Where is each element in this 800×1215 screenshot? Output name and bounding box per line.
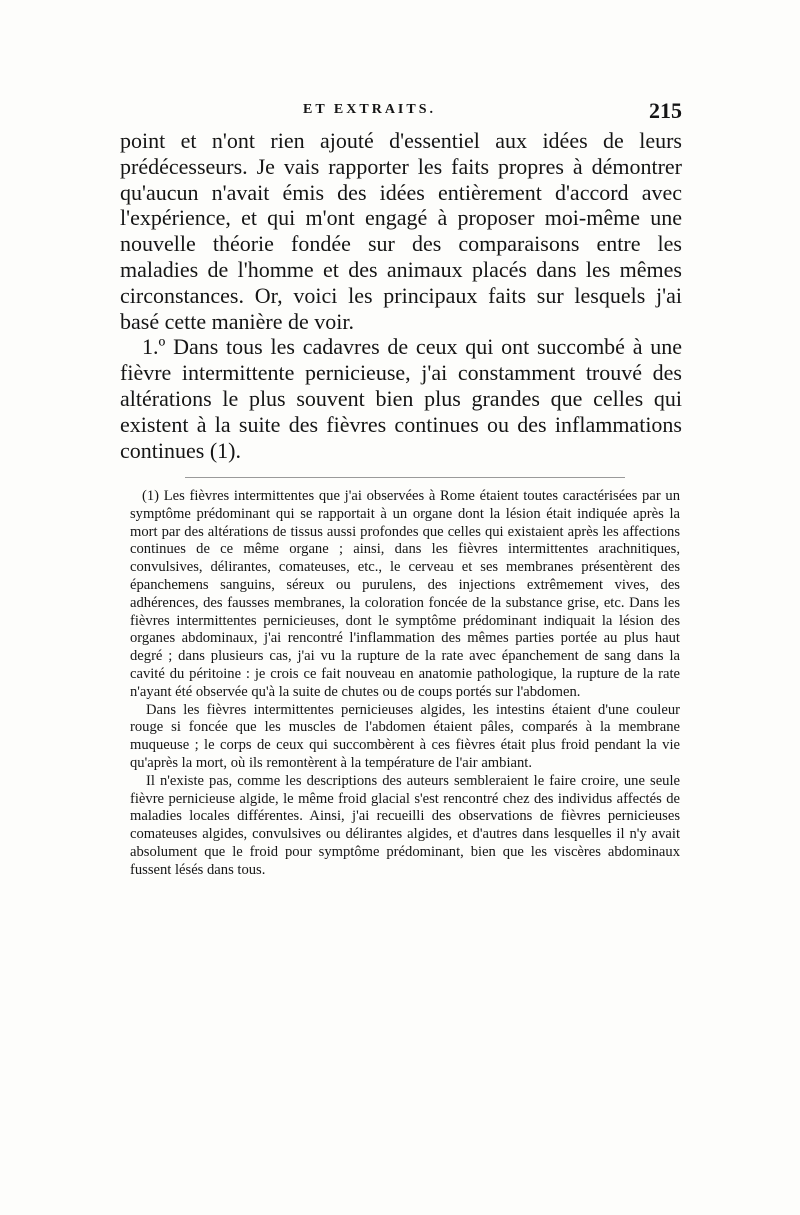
- page-number: 215: [649, 98, 682, 123]
- main-text: [120, 128, 682, 463]
- page-header: [120, 98, 682, 128]
- running-head: ET EXTRAITS.: [303, 102, 437, 117]
- footnote-paragraph: Dans les fièvres intermittentes pernicieuses algides, les intestins étaient d'une couleur rouge si foncée que les muscles de l'abdomen étaient pâles, comparés à la membrane muqueuse ; le corps de ceux qui succombèrent à ces fièvres était plus froid pendant la vie qu'après la mort, où ils remontèrent à la température de l'air ambiant.: [130, 701, 680, 771]
- footnote-divider: [185, 477, 625, 478]
- footnote: [130, 488, 680, 880]
- footnote-paragraph: (1) Les fièvres intermittentes que j'ai observées à Rome étaient toutes caractérisées par un symptôme prédominant qui se rapportait à un organe dont la lésion était indiquée après la mort par des altérations de tissus aussi profondes que celles qui existaient après les affections continues de ce même organe ; ainsi, dans les fièvres intermittentes arachnitiques, convulsives, délirantes, comateuses, etc., le cerveau et ses membranes présentèrent des épanchemens sanguins, séreux ou purulens, des injections extrêmement vives, des adhérences, des fausses membranes, la coloration foncée de la substance grise, etc. Dans les fièvres intermittentes pernicieuses, dont le symptôme prédominant indiquait la lésion des organes abdominaux, j'ai rencontré l'inflammation des mêmes parties portée au plus haut degré ; dans plusieurs cas, j'ai vu la rupture de la rate avec épanchement de sang dans la cavité du péritoine : je crois ce fait nouveau en anatomie pathologique, la rupture de la rate n'ayant été observée qu'à la suite de chutes ou de coups portés sur l'abdomen.: [130, 488, 680, 700]
- body-paragraph: 1.º Dans tous les cadavres de ceux qui ont succombé à une fièvre intermittente pernicieuse, j'ai constamment trouvé des altérations le plus souvent bien plus grandes que celles qui existent à la suite des fièvres continues ou des inflammations continues (1).: [120, 334, 682, 463]
- body-paragraph: point et n'ont rien ajouté d'essentiel aux idées de leurs prédécesseurs. Je vais rapporter les faits propres à démontrer qu'aucun n'avait émis des idées entièrement d'accord avec l'expérience, et qui m'ont engagé à proposer moi-même une nouvelle théorie fondée sur des comparaisons entre les maladies de l'homme et des animaux placés dans les mêmes circonstances. Or, voici les principaux faits sur lesquels j'ai basé cette manière de voir.: [120, 128, 682, 334]
- footnote-paragraph: Il n'existe pas, comme les descriptions des auteurs sembleraient le faire croire, une seule fièvre pernicieuse algide, le même froid glacial s'est rencontré chez des individus affectés de maladies locales différentes. Ainsi, j'ai recueilli des observations de fièvres pernicieuses comateuses algides, convulsives ou délirantes algides, et d'autres dans lesquelles il n'y avait absolument que le froid pour symptôme prédominant, bien que les viscères abdominaux fussent lésés dans tous.: [130, 772, 680, 878]
